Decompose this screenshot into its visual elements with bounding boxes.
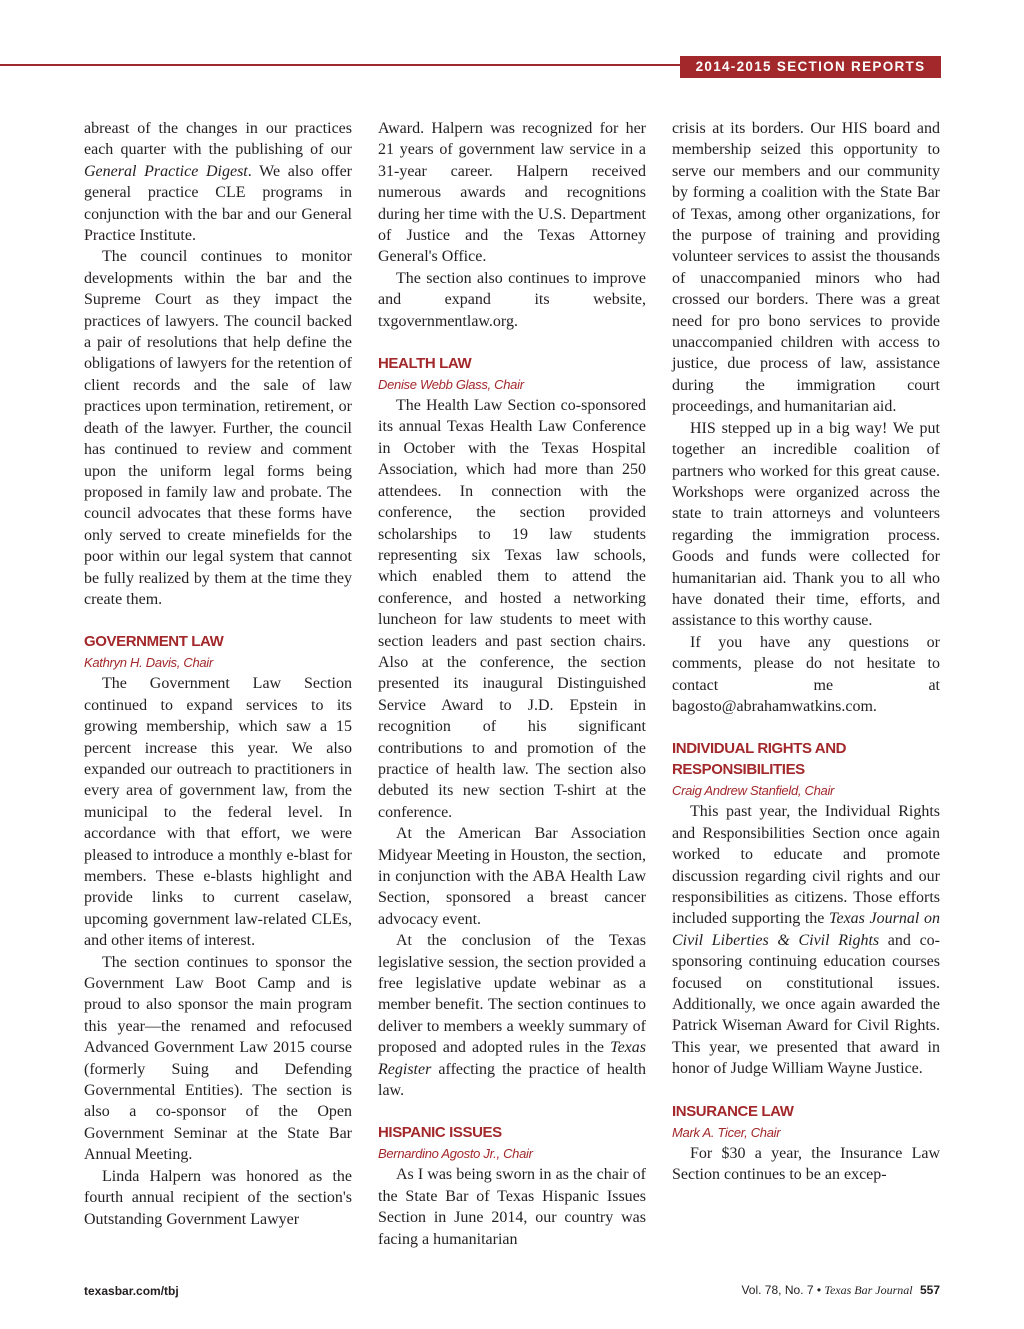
paragraph: Linda Halpern was honored as the fourth annual recipient of the section's Outstanding Government Lawyer [84,1167,352,1228]
section-chair: Denise Webb Glass, Chair [378,377,524,393]
section-reports-banner: 2014-2015 SECTION REPORTS [680,56,941,78]
column-3 [672,118,940,1185]
section-heading-hispanic-issues: HISPANIC ISSUES [378,1124,502,1142]
paragraph: This past year, the Individual Rights and Responsibilities Section once again worked to educate and promote discussion regarding civil rights and our responsibilities as citizens. Those efforts included supporting the Texas Journal on Civil Liberties & Civil Rights and co-sponsoring continuing education courses focused on constitutional issues. Additionally, we once again awarded the Patrick Wiseman Award for Civil Rights. This year, we presented that award in honor of Judge William Wayne Justice. [672,803,940,1078]
paragraph: At the American Bar Association Midyear Meeting in Houston, the section, in conjunction with the ABA Health Law Section, sponsored a breast cancer advocacy event. [378,825,646,928]
section-chair: Craig Andrew Stanfield, Chair [672,783,835,799]
footer-journal-title: Texas Bar Journal [824,1283,913,1297]
paragraph: For $30 a year, the Insurance Law Section continues to be an excep- [672,1144,940,1184]
column-2 [378,118,646,1250]
section-chair: Mark A. Ticer, Chair [672,1124,781,1140]
section-chair: Kathryn H. Davis, Chair [84,655,213,671]
section-heading-insurance-law: INSURANCE LAW [672,1102,794,1120]
column-1 [84,118,352,1230]
paragraph: Award. Halpern was recognized for her 21 years of government law service in a 31-year career. Halpern received numerous awards and recognitions during her time with the U.S. Department of Justice and the Texas Attorney General's Office. [378,120,646,266]
paragraph: The council continues to monitor developments within the bar and the Supreme Court as they impact the practices of lawyers. The council backed a pair of resolutions that help define the obligations of lawyers for the retention of client records and the sale of law practices upon termination, retirement, or death of the lawyer. Further, the council has continued to review and comment upon the uniform legal forms being proposed in family law and probate. The council advocates that these forms have only served to create minefields for the poor within our legal system that cannot be fully realized by them at the time they create them. [84,248,352,608]
paragraph: abreast of the changes in our practices each quarter with the publishing of our General Practice Digest. We also offer general practice CLE programs in conjunction with the bar and our General Practice Institute. [84,120,353,245]
paragraph: At the conclusion of the Texas legislative session, the section provided a free legislative update webinar as a member benefit. The section continues to deliver to members a weekly summary of proposed and adopted rules in the Texas Register affecting the practice of health law. [378,932,646,1100]
section-heading-government-law: GOVERNMENT LAW [84,633,224,651]
paragraph: If you have any questions or comments, please do not hesitate to contact me at bagosto@abrahamwatkins.com. [672,633,940,715]
paragraph: HIS stepped up in a big way! We put together an incredible coalition of partners who worked for this great cause. Workshops were organized across the state to train attorneys and volunteers regarding the immigration process. Goods and funds were collected for humanitarian aid. Thank you to all who have donated their time, efforts, and assistance to this worthy cause. [672,419,940,630]
paragraph: As I was being sworn in as the chair of the State Bar of Texas Hispanic Issues Section in June 2014, our country was facing a humanitarian [378,1166,646,1248]
section-heading-individual-rights: INDIVIDUAL RIGHTS AND RESPONSIBILITIES [672,740,847,779]
footer-volume: Vol. 78, No. 7 • [741,1283,822,1297]
section-heading-health-law: HEALTH LAW [378,355,472,373]
paragraph: The Health Law Section co-sponsored its annual Texas Health Law Conference in October with the Texas Hospital Association, which had more than 250 attendees. In connection with the conference, the section provided scholarships to 19 law students representing six Texas law schools, which enabled them to attend the conference, and hosted a networking luncheon for law students to meet with section leaders and past section chairs. Also at the conference, the section presented its inaugural Distinguished Service Award to J.D. Epstein in recognition of his significant contributions to and promotion of the practice of health law. The section also debuted its new section T-shirt at the conference. [378,397,646,821]
paragraph: The section also continues to improve and expand its website, txgovernmentlaw.org. [378,269,646,330]
paragraph: The section continues to sponsor the Government Law Boot Camp and is proud to also sponsor the main program this year—the renamed and refocused Advanced Government Law 2015 course (formerly Suing and Defending Governmental Entities). The section is also a co-sponsor of the Open Government Seminar at the State Bar Annual Meeting. [84,953,352,1164]
section-chair: Bernardino Agosto Jr., Chair [378,1146,533,1162]
header-rule [0,64,680,66]
footer-issue-info [741,1283,940,1298]
paragraph: The Government Law Section continued to expand services to its growing membership, which saw a 15 percent increase this year. We also expanded our outreach to practitioners in every area of government law, from the municipal to the federal level. In accordance with that effort, we were pleased to introduce a monthly e-blast for members. These e-blasts highlight and provide links to current caselaw, upcoming government law-related CLEs, and other items of interest. [84,675,352,950]
page-number: 557 [919,1283,940,1297]
paragraph: crisis at its borders. Our HIS board and membership seized this opportunity to serve our members and our community by forming a coalition with the State Bar of Texas, among other organizations, for the purpose of training and providing volunteer services to assist the thousands of unaccompanied minors who had crossed our borders. There was a great need for pro bono services to provide unaccompanied children with access to justice, due process of law, assistance during the immigration court proceedings, and humanitarian aid. [672,120,940,416]
footer-website-link[interactable]: texasbar.com/tbj [84,1284,179,1298]
